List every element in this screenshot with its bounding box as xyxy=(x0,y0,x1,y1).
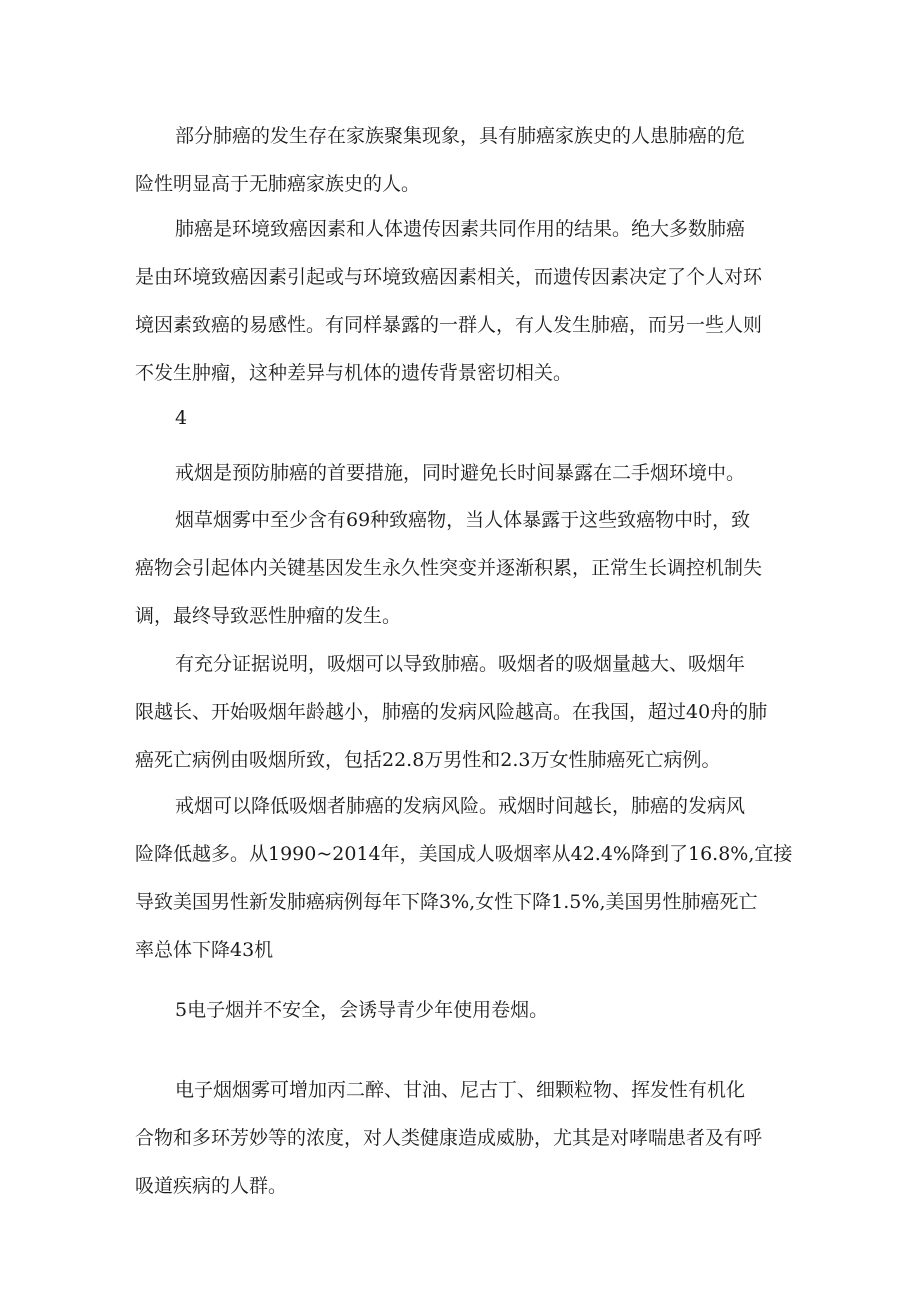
text-line: 合物和多环芳妙等的浓度，对人类健康造成威胁，尤其是对哮喘患者及有呼 xyxy=(135,1127,763,1149)
section-number: 4 xyxy=(175,407,188,429)
paragraph-quit-smoking-heading xyxy=(135,449,795,497)
text-line: 戒烟可以降低吸烟者肺癌的发病风险。戒烟时间越长，肺癌的发病风 xyxy=(175,795,746,817)
section-5-heading xyxy=(135,986,795,1034)
paragraph-genetic-environment xyxy=(135,205,795,397)
text-line: 5电子烟并不安全，会诱导青少年使用卷烟。 xyxy=(175,999,549,1021)
text-line: 导致美国男性新发肺癌病例每年下降3%,女性下降1.5%,美国男性肺癌死亡 xyxy=(135,891,758,913)
text-line: 肺癌是环境致癌因素和人体遗传因素共同作用的结果。绝大多数肺癌 xyxy=(175,218,746,240)
text-line: 是由环境致癌因素引起或与环境致癌因素相关，而遗传因素决定了个人对环 xyxy=(135,266,763,288)
text-line: 部分肺癌的发生存在家族聚集现象，具有肺癌家族史的人患肺癌的危 xyxy=(175,125,746,147)
paragraph-carcinogens xyxy=(135,496,795,640)
text-line: 癌物会引起体内关键基因发生永久性突变并逐渐积累，正常生长调控机制失 xyxy=(135,557,763,579)
text-line: 烟草烟雾中至少含有69种致癌物，当人体暴露于这些致癌物中时，致 xyxy=(175,509,751,531)
text-line: 调，最终导致恶性肿瘤的发生。 xyxy=(135,605,402,627)
paragraph-quitting-benefits xyxy=(135,782,795,974)
paragraph-smoking-evidence xyxy=(135,640,795,784)
paragraph-e-cigarette-aerosol xyxy=(135,1066,795,1210)
text-line: 电子烟烟雾可增加丙二醉、甘油、尼古丁、细颗粒物、挥发性有机化 xyxy=(175,1079,746,1101)
text-line: 有充分证据说明，吸烟可以导致肺癌。吸烟者的吸烟量越大、吸烟年 xyxy=(175,653,746,675)
text-line: 癌死亡病例由吸烟所致，包括22.8万男性和2.3万女性肺癌死亡病例。 xyxy=(135,749,721,771)
text-line: 不发生肿瘤，这种差异与机体的遗传背景密切相关。 xyxy=(135,362,573,384)
text-line: 限越长、开始吸烟年龄越小，肺癌的发病风险越高。在我国，超过40舟的肺 xyxy=(135,701,768,723)
text-line: 境因素致癌的易感性。有同样暴露的一群人，有人发生肺癌，而另一些人则 xyxy=(135,314,763,336)
text-line: 险降低越多。从1990~2014年，美国成人吸烟率从42.4%降到了16.8%,宜接 xyxy=(135,843,793,865)
text-line: 吸道疾病的人群。 xyxy=(135,1175,288,1197)
text-line: 率总体下降43机 xyxy=(135,939,274,961)
paragraph-family-history xyxy=(135,112,795,208)
text-line: 戒烟是预防肺癌的首要措施，同时避免长时间暴露在二手烟环境中。 xyxy=(175,462,746,484)
text-line: 险性明显高于无肺癌家族史的人。 xyxy=(135,173,421,195)
section-number-4 xyxy=(135,394,795,442)
